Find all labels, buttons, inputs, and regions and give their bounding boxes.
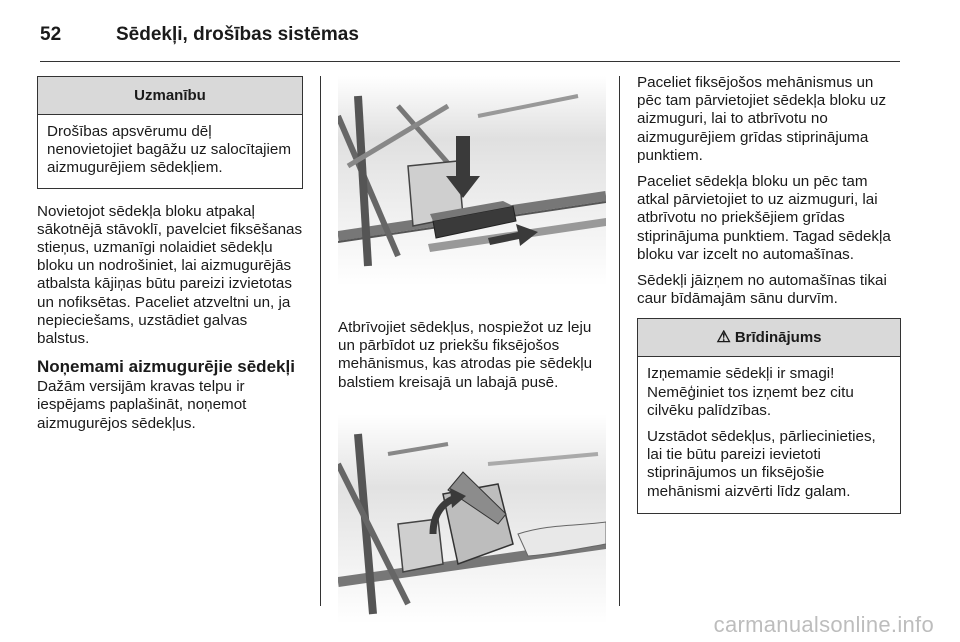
caution-text: Drošības apsvērumu dēļ nenovietojiet bagāžu uz salocītajiem aizmugurējiem sēdekļiem. [47,123,291,177]
column-divider-1 [320,76,321,606]
removal-note: Sēdekļi jāizņem no automašīnas tikai caur bīdāmajām sānu durvīm. [637,272,887,308]
section-intro: Dažām versijām kravas telpu ir iespējams paplašināt, noņemot aizmugurējos sēdekļus. [37,378,247,432]
warning-header [638,319,900,357]
warning-box [637,318,901,513]
illustration-caption: Atbrīvojiet sēdekļus, nospiežot uz leju un pārbīdot uz priekšu fiksējošos mehānismus, kas atrodas pie sēdekļu balstiem kreisajā un labajā pusē. [338,319,593,391]
removal-step-2: Paceliet sēdekļa bloku un pēc tam atkal pārvietojiet to uz aizmuguri, lai atbrīvotu no priekšējiem grīdas stiprinājuma punktiem. Tagad sēdekļa bloku var izcelt no automašīnas. [637,173,891,263]
page-number: 52 [40,24,62,45]
seat-latch-lift-illustration [338,414,606,624]
page-title: Sēdekļi, drošības sistēmas [116,24,359,45]
column-1 [37,76,303,441]
warning-text-1: Izņemamie sēdekļi ir smagi! Nemēģiniet tos izņemt bez citu cilvēku palīdzības. [647,365,854,419]
page-header [40,18,920,58]
seat-latch-release-illustration [338,76,606,286]
column-2 [338,76,606,641]
reinstall-paragraph: Novietojot sēdekļa bloku atpakaļ sākotnējā stāvoklī, pavelciet fiksēšanas stieņus, uzmanīgi nolaidiet sēdekļu bloku un nodrošiniet, lai aizmugurējās atbalsta kājiņas būtu pareizi izvietotas un nofiksētas. Paceliet atzveltni un, ja nepieciešams, uzstādiet galvas balstus. [37,202,303,348]
column-divider-2 [619,76,620,606]
watermark: carmanualsonline.info [713,612,934,637]
warning-text-2: Uzstādot sēdekļus, pārliecinieties, lai tie būtu pareizi ievietoti stiprinājumos un fiksējošie mehānismi aizvērti līdz galam. [647,428,876,500]
caution-title: Uzmanību [38,77,302,115]
removal-step-1: Paceliet fiksējošos mehānismus un pēc tam pārvietojiet sēdekļa bloku uz aizmuguri, lai to atbrīvotu no aizmugurējiem grīdas stiprinājuma punktiem. [637,74,887,164]
caution-box [37,76,303,189]
column-3 [637,76,901,528]
warning-title: Brīdinājums [734,329,822,347]
warning-triangle-icon: ⚠ [716,329,731,347]
header-divider [40,61,900,62]
section-heading: Noņemami aizmugurējie sēdekļi [37,357,295,377]
